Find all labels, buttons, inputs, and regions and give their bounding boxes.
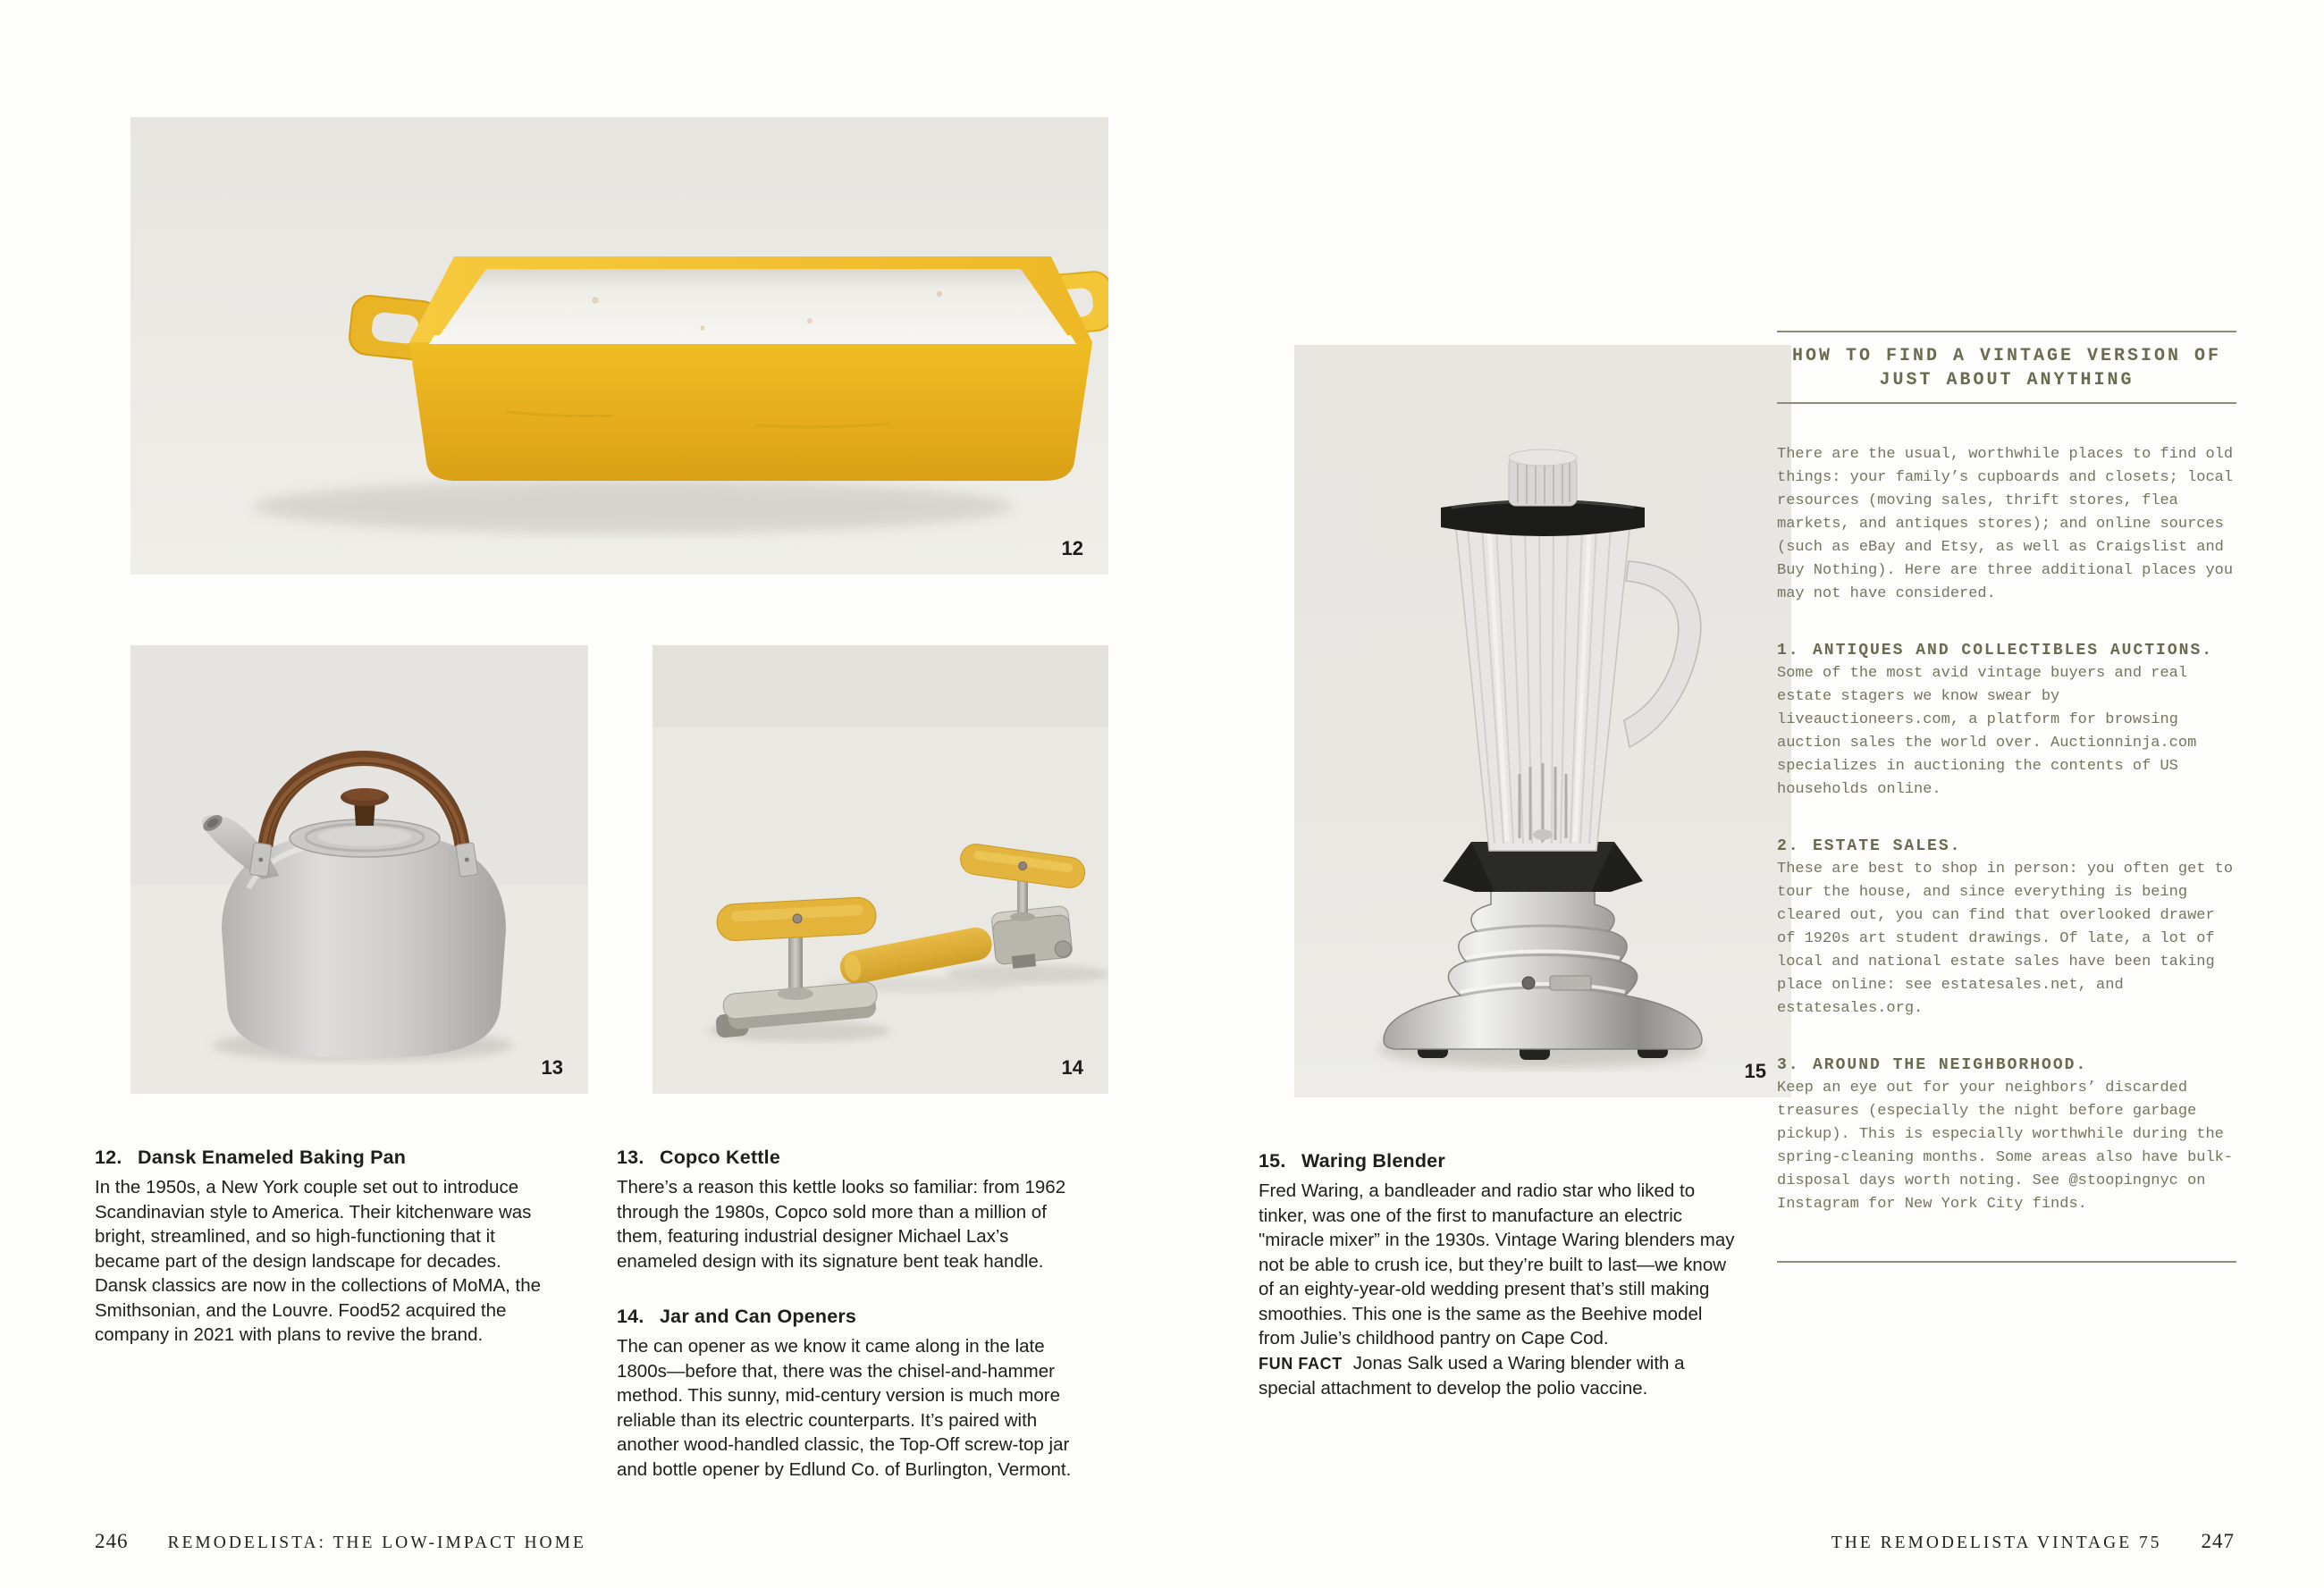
blender-name-plate [1550,976,1591,990]
section-number: 1. [1777,642,1800,660]
kettle-handle-tab-right [456,843,478,877]
photo-number-label: 13 [541,1056,563,1079]
page-number: 246 [95,1530,129,1552]
sidebar-section-body: Some of the most avid vintage buyers and real estate stagers we know swear by liveauctioneers.com, a platform for browsing auction sales the world over. Auctionninja.com specializes in auctioning the contents of US households online. [1777,665,2197,798]
sidebar-title [1777,344,2236,392]
sidebar-section-neighborhood [1777,1056,2236,1216]
sidebar-title-line1: HOW TO FIND A VINTAGE VERSION OF [1791,346,2222,366]
section-number: 2. [1777,837,1800,855]
right-page-footer [1831,1530,2235,1553]
fun-fact-label: FUN FACT [1259,1354,1343,1373]
photo-number-label: 12 [1061,537,1083,559]
openers-illustration [653,645,1108,1094]
fun-fact-text: Jonas Salk used a Waring blender with a special attachment to develop the polio vaccine. [1259,1352,1685,1399]
sidebar-bottom-rule [1777,1261,2236,1263]
entry-body: There’s a reason this kettle looks so familiar: from 1962 through the 1980s, Copco sold more than a million of them, featuring industrial designer Michael Lax’s enameled design with its signature bent teak handle. [617,1177,1066,1272]
how-to-find-vintage-sidebar [1777,331,2236,1263]
entry-body: In the 1950s, a New York couple set out to introduce Scandinavian style to America. Their kitchenware was bright, streamlined, and so high-functioning that it became part of the design landscape for decades. Dansk classics are now in the collections of MoMA, the Smithsonian, and the Louvre. Food52 acquired the company in 2021 with plans to revive the brand. [95,1177,542,1345]
entry-number: 12. [95,1147,122,1168]
entry-column-13-14 [617,1147,1076,1482]
photo-jar-can-openers [653,645,1108,1094]
entry-baking-pan [95,1147,542,1348]
entry-number: 15. [1259,1150,1286,1172]
kettle-knob-top [344,788,385,801]
section-heading-text: AROUND THE NEIGHBORHOOD. [1813,1056,2088,1074]
entry-blender [1259,1150,1741,1401]
sidebar-header-rule [1777,402,2236,404]
kettle-lid-center [318,827,411,846]
section-heading-text: ANTIQUES AND COLLECTIBLES AUCTIONS. [1813,642,2214,660]
entry-title [1259,1150,1741,1172]
entry-title-text: Jar and Can Openers [660,1306,857,1327]
can-opener-collar [1010,912,1035,921]
sidebar-section-body: These are best to shop in person: you often get to tour the house, and since everything is being cleared out, you can find that overlooked drawer of 1920s art student drawings. Of late, a lot of local and national estate sales have been taking place online: see estatesales.net, and estatesales.org. [1777,861,2234,1017]
photo-number-label: 14 [1061,1056,1083,1079]
entry-title [617,1306,1076,1328]
baking-pan-illustration [131,117,1108,575]
entry-openers [617,1306,1076,1482]
sidebar-title-line2: JUST ABOUT ANYTHING [1879,370,2135,391]
entry-kettle [617,1147,1076,1273]
sidebar-intro: There are the usual, worthwhile places to find old things: your family’s cupboards and closets; local resources (moving sales, thrift stores, flea markets, and antiques stores); and online sources (such as eBay and Etsy, as well as Craigslist and Buy Nothing). Here are three additional places you may not have considered. [1777,446,2234,602]
sidebar-section-heading [1777,1056,2236,1074]
running-head: THE REMODELISTA VINTAGE 75 [1831,1533,2162,1552]
sidebar-section-body: Keep an eye out for your neighbors’ discarded treasures (especially the night before garbage pickup). This is especially worthwhile during the spring-cleaning months. Some areas also have bulk-disposal days worth noting. See @stoopingnyc on Instagram for New York City finds. [1777,1080,2234,1213]
kettle-handle-tab-left [249,843,272,877]
entry-column-12 [95,1147,542,1348]
pan-interior [440,269,1067,335]
entry-body: The can opener as we know it came along in the late 1800s—before that, there was the chisel-and-hammer method. This sunny, mid-century version is much more reliable than its electric counterparts. It’s paired with another wood-handled classic, the Top-Off screw-top jar and bottle opener by Edlund Co. of Burlington, Vermont. [617,1336,1072,1480]
entry-column-15 [1259,1150,1741,1401]
entry-number: 13. [617,1147,644,1168]
jar-blade-hub [1533,829,1553,840]
pan-shadow [253,480,1013,534]
photo-number-label: 15 [1744,1060,1766,1082]
blender-cap [1509,450,1577,506]
sidebar-section-estate-sales [1777,837,2236,1021]
section-number: 3. [1777,1056,1800,1074]
photo-copco-kettle [131,645,588,1094]
entry-title [617,1147,1076,1169]
entry-body: Fred Waring, a bandleader and radio star who liked to tinker, was one of the first to manufacture an electric "miracle mixer” in the 1930s. Vintage Waring blenders may not be able to crush ice, but they’re built to last—we know of an eighty-year-old wedding present that’s still making smoothies. This one is the same as the Beehive model from Julie’s childhood pantry on Cape Cod. [1259,1180,1735,1349]
entry-title [95,1147,542,1169]
photo-wall [653,645,1108,727]
jar-opener-collar [778,987,813,1000]
sidebar-section-heading [1777,642,2236,660]
running-head: REMODELISTA: THE LOW-IMPACT HOME [167,1533,586,1552]
blender-illustration [1294,345,1791,1097]
entry-title-text: Dansk Enameled Baking Pan [138,1147,407,1168]
photo-waring-blender [1294,345,1791,1097]
entry-title-text: Copco Kettle [660,1147,780,1168]
left-page-footer [95,1530,586,1553]
pan-inner-lip [429,335,1076,344]
page-number: 247 [2201,1530,2235,1552]
kettle-illustration [131,645,588,1094]
photo-baking-pan [131,117,1108,575]
jar-opener-handle [716,896,877,941]
sidebar-section-heading [1777,837,2236,855]
entry-title-text: Waring Blender [1301,1150,1445,1172]
fun-fact [1259,1351,1741,1401]
sidebar-section-auctions [1777,642,2236,802]
blender-toggle-switch [1522,977,1535,989]
sidebar-top-rule [1777,331,2236,332]
section-heading-text: ESTATE SALES. [1813,837,1962,855]
entry-number: 14. [617,1306,644,1327]
